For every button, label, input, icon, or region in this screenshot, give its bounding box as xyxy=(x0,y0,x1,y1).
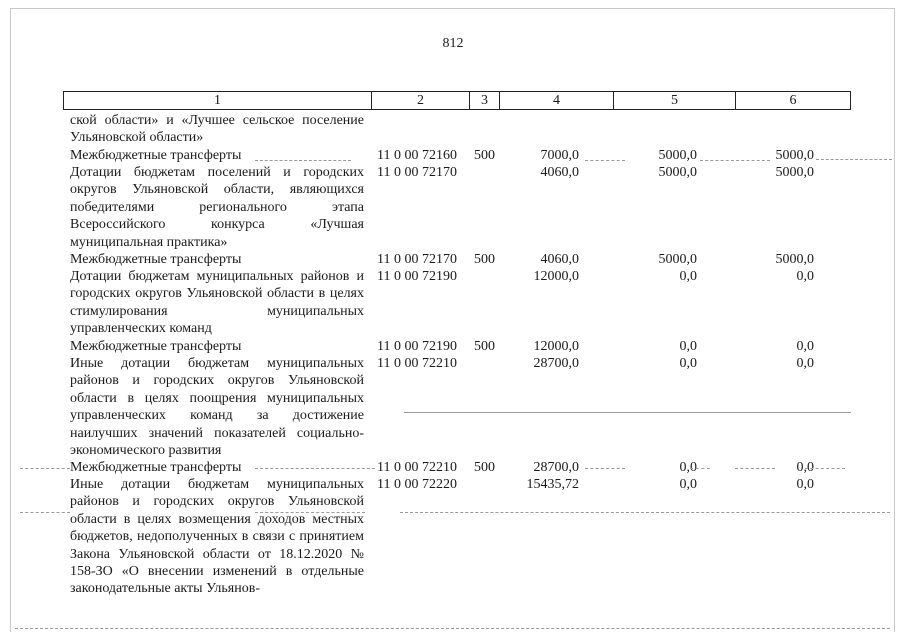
row-name: Межбюджетные трансферты xyxy=(70,148,242,163)
header-col-2: 2 xyxy=(372,92,470,109)
header-col-4: 4 xyxy=(500,92,614,109)
row-amount-year-3: 5000,0 xyxy=(775,148,814,163)
row-name: Иные дотации бюджетам муниципальных районов и городских округов Ульяновской области в целях возмещения доходов местных бюджетов, недополученных в связи с принятием Закона Ульяновской области от 18.12.2020 № 158-ЗО «О внесении изменений в отдельные законодательные акты Ульянов- xyxy=(70,477,364,597)
scan-artifact-line xyxy=(20,512,70,514)
scan-edge-right xyxy=(894,8,895,632)
row-code: 11 0 00 72220 xyxy=(377,477,457,492)
scan-edge-left xyxy=(10,8,11,632)
row-amount-year-1: 15435,72 xyxy=(526,477,579,492)
header-col-6: 6 xyxy=(789,93,797,108)
scan-artifact-line xyxy=(816,159,892,161)
row-name: Иные дотации бюджетам муниципальных районов и городских округов Ульяновской области в целях поощрения муниципальных управленческих команд за достижение наилучших значений показателей социально-экономического развития xyxy=(70,356,364,459)
row-amount-year-2: 5000,0 xyxy=(658,148,697,163)
row-amount-year-1: 7000,0 xyxy=(540,148,579,163)
row-amount-year-2: 5000,0 xyxy=(658,252,697,267)
scan-artifact-line xyxy=(404,412,851,413)
row-amount-year-1: 4060,0 xyxy=(540,165,579,180)
scan-edge-top xyxy=(10,8,895,9)
row-vr: 500 xyxy=(474,148,495,163)
row-name: Дотации бюджетам поселений и городских округов Ульяновской области, являющихся победителями регионального этапа Всероссийского конкурса «Лучшая муниципальная практика» xyxy=(70,165,364,250)
row-code: 11 0 00 72190 xyxy=(377,339,457,354)
scan-artifact-line xyxy=(400,512,890,514)
row-amount-year-2: 0,0 xyxy=(679,339,697,354)
scan-artifact-line xyxy=(15,628,890,630)
scan-artifact-line xyxy=(585,468,625,470)
scan-artifact-line xyxy=(255,512,365,514)
row-amount-year-3: 5000,0 xyxy=(775,252,814,267)
row-code: 11 0 00 72170 xyxy=(377,165,457,180)
row-code: 11 0 00 72170 xyxy=(377,252,457,267)
row-amount-year-3: 5000,0 xyxy=(775,165,814,180)
row-vr: 500 xyxy=(474,252,495,267)
row-code: 11 0 00 72210 xyxy=(377,460,457,475)
scan-artifact-line xyxy=(585,160,625,162)
scan-artifact-line xyxy=(255,468,375,470)
header-col-3: 3 xyxy=(470,92,500,109)
row-amount-year-3: 0,0 xyxy=(796,356,814,371)
row-amount-year-1: 12000,0 xyxy=(533,269,579,284)
row-amount-year-1: 28700,0 xyxy=(533,356,579,371)
row-name: Межбюджетные трансферты xyxy=(70,252,242,267)
scan-artifact-line xyxy=(255,160,351,162)
row-name: ской области» и «Лучшее сельское поселение Ульяновской области» xyxy=(70,113,364,146)
page-number: 812 xyxy=(442,36,464,51)
row-amount-year-2: 0,0 xyxy=(679,460,697,475)
row-name: Межбюджетные трансферты xyxy=(70,339,242,354)
scan-artifact-line xyxy=(690,468,710,470)
scan-artifact-line xyxy=(805,468,845,470)
row-amount-year-3: 0,0 xyxy=(796,477,814,492)
row-amount-year-2: 0,0 xyxy=(679,477,697,492)
row-amount-year-1: 12000,0 xyxy=(533,339,579,354)
row-code: 11 0 00 72160 xyxy=(377,148,457,163)
scan-artifact-line xyxy=(700,160,770,162)
header-col-5: 5 xyxy=(614,92,736,109)
scan-artifact-line xyxy=(735,468,775,470)
row-amount-year-1: 4060,0 xyxy=(540,252,579,267)
row-vr: 500 xyxy=(474,460,495,475)
row-name: Межбюджетные трансферты xyxy=(70,460,242,475)
row-code: 11 0 00 72190 xyxy=(377,269,457,284)
row-amount-year-3: 0,0 xyxy=(796,269,814,284)
row-code: 11 0 00 72210 xyxy=(377,356,457,371)
row-amount-year-2: 0,0 xyxy=(679,356,697,371)
header-col-1: 1 xyxy=(64,92,372,109)
row-amount-year-3: 0,0 xyxy=(796,339,814,354)
row-name: Дотации бюджетам муниципальных районов и городских округов Ульяновской области в целях стимулирования муниципальных управленческих команд xyxy=(70,269,364,337)
row-amount-year-2: 5000,0 xyxy=(658,165,697,180)
row-amount-year-1: 28700,0 xyxy=(533,460,579,475)
scan-artifact-line xyxy=(20,468,70,470)
row-vr: 500 xyxy=(474,339,495,354)
row-amount-year-3: 0,0 xyxy=(796,460,814,475)
table-header xyxy=(63,91,851,110)
row-amount-year-2: 0,0 xyxy=(679,269,697,284)
